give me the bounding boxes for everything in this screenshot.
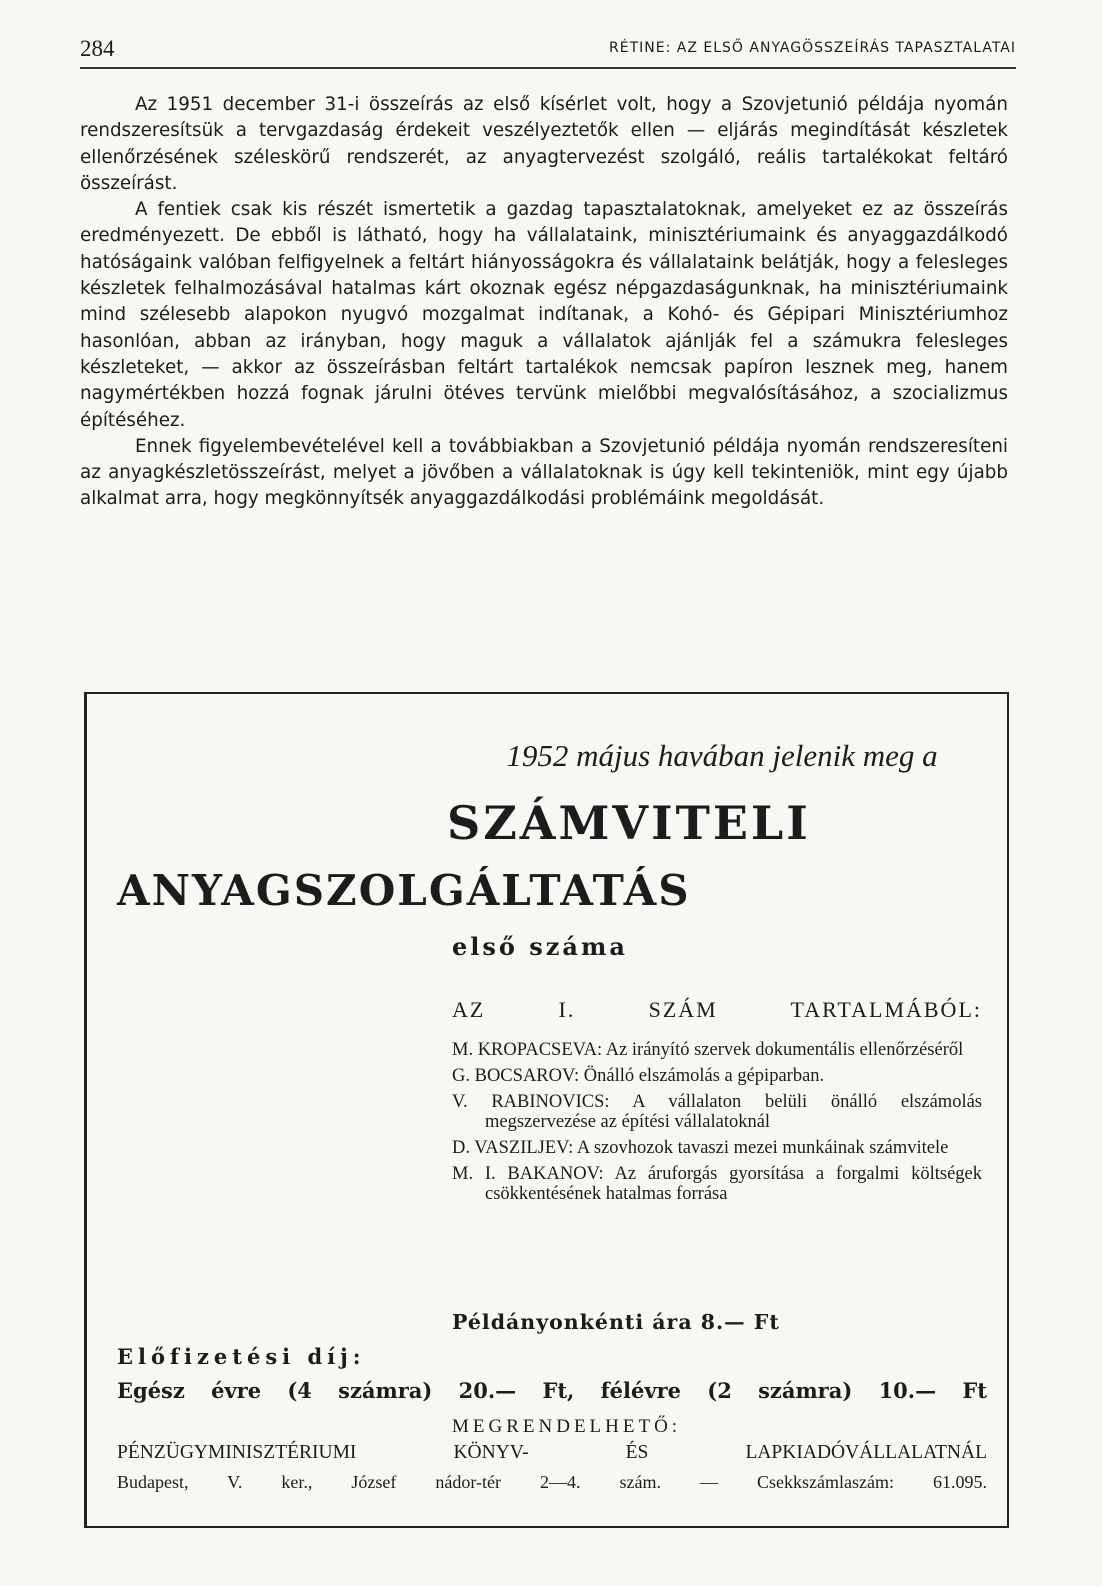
publisher-name: PÉNZÜGYMINISZTÉRIUMI KÖNYV- ÉS LAPKIADÓVÁLLALATNÁL	[117, 1442, 987, 1463]
paragraph: Ennek figyelembevételével kell a továbbiakban a Szovjetunió példája nyomán rendszeresíteni az anyagkészletösszeírást, melyet a jövőben a vállalatoknak is úgy kell tekinteniök, mint egy újabb alkalmat arra, hogy megkönnyítsék anyaggazdálkodási problémáink megoldását.	[80, 435, 1008, 510]
order-heading: MEGRENDELHETŐ:	[452, 1416, 682, 1437]
ad-announcement: 1952 május havában jelenik meg a	[506, 738, 938, 773]
page-header	[80, 36, 1016, 64]
contents-item: G. BOCSAROV: Önálló elszámolás a gépiparban.	[452, 1066, 825, 1086]
paragraph: A fentiek csak kis részét ismertetik a gazdag tapasztalatoknak, amelyeket ez az összeírás eredményezett. De ebből is látható, hogy ha vállalataink, minisztériumaink és anyaggazdálkodó hatóságaink valóban felfigyelnek a feltárt hiányosságokra és vállalataink belátják, hogy a felesleges készletek felhalmozásával hatalmas kárt okoznak egész népgazdaságunknak, ha minisztériumaink mind szélesebb alapokon nyugvó mozgalmat indítanak, a Kohó- és Gépipari Minisztériumhoz hasonlóan, abban az irányban, hogy maguk a vállalatok ajánlják fel a számukra felesleges készleteket, — akkor az összeírásban feltárt tartalékok nemcsak papíron lesznek meg, hanem nagymértékben hozzá fognak járulni ötéves tervünk mielőbbi megvalósításához, a szocializmus építéséhez.	[80, 199, 1008, 431]
page-number: 284	[80, 36, 115, 61]
contents-heading: AZ I. SZÁM TARTALMÁBÓL:	[452, 997, 982, 1022]
advertisement-box	[84, 692, 1009, 1528]
publisher-address: Budapest, V. ker., József nádor-tér 2—4. szám. — Csekkszámlaszám: 61.095.	[117, 1472, 987, 1492]
subscription-rates: Egész évre (4 számra) 20.— Ft, félévre (2 számra) 10.— Ft	[117, 1378, 987, 1403]
price-line: Példányonkénti ára 8.— Ft	[452, 1310, 780, 1334]
paragraph: Az 1951 december 31-i összeírás az első kísérlet volt, hogy a Szovjetunió példája nyomán rendszeresítsük a tervgazdaság érdekeit veszélyeztetők ellen — eljárás megindítását készletek ellenőrzésének széleskörű rendszerét, az anyagtervezést szolgáló, reális tartalékokat feltáró összeírást.	[80, 94, 1008, 194]
contents-item: D. VASZILJEV: A szovhozok tavaszi mezei munkáinak számvitele	[452, 1138, 949, 1158]
contents-item: M. I. BAKANOV: Az áruforgás gyorsítása a forgalmi költségek csökkentésének hatalmas forrása	[452, 1164, 982, 1204]
subscription-label: Előfizetési díj:	[117, 1344, 366, 1369]
running-title: RÉTINE: AZ ELSŐ ANYAGÖSSZEÍRÁS TAPASZTALATAI	[609, 40, 1016, 56]
ad-title-line2: ANYAGSZOLGÁLTATÁS	[117, 866, 691, 915]
header-rule	[80, 67, 1016, 69]
ad-issue-label: első száma	[452, 932, 628, 961]
contents-item: V. RABINOVICS: A vállalaton belüli önálló elszámolás megszervezése az építési vállalatoknál	[452, 1092, 982, 1132]
contents-list	[452, 1040, 982, 1210]
ad-title-line1: SZÁMVITELI	[447, 796, 811, 850]
article-body	[80, 92, 1008, 513]
contents-item: M. KROPACSEVA: Az irányító szervek dokumentális ellenőrzéséről	[452, 1040, 964, 1060]
